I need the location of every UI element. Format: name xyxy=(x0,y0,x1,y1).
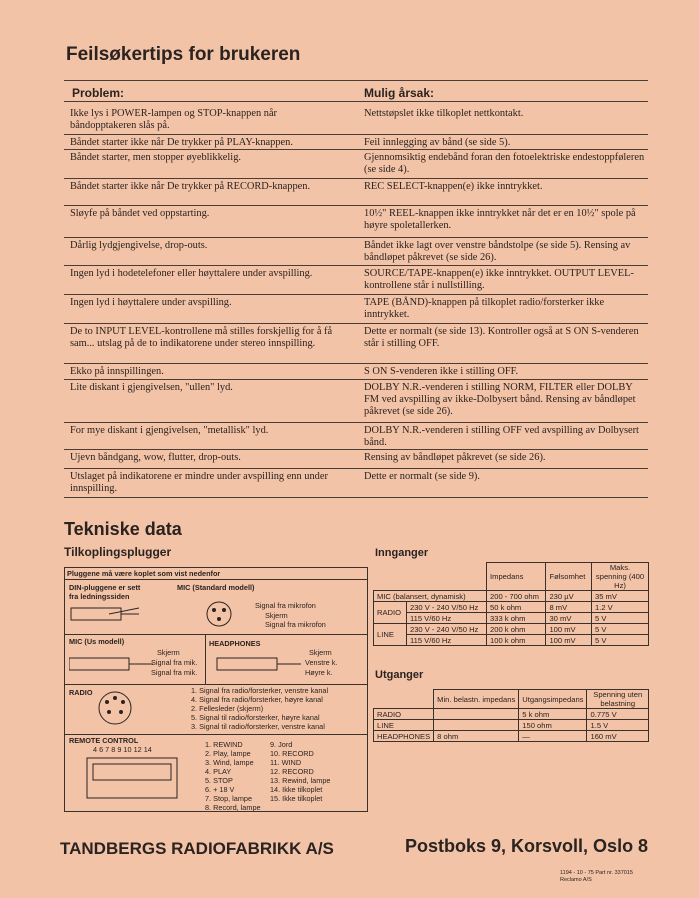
remote-pin: 14. Ikke tilkoplet xyxy=(270,785,323,794)
mic-signal-3: Signal fra mikrofon xyxy=(265,620,326,629)
cell: 150 ohm xyxy=(519,720,587,731)
problem-text: Dårlig lydgjengivelse, drop-outs. xyxy=(70,240,208,251)
cell: 230 V - 240 V/50 Hz xyxy=(406,624,486,635)
mic-us-label: MIC (Us modell) xyxy=(69,637,125,646)
radio-pin: 1. Signal fra radio/forsterker, venstre kanal xyxy=(191,686,329,695)
cell: 333 k ohm xyxy=(487,613,546,624)
cause-text: TAPE (BÅND)-knappen på tilkoplet radio/forsterker ikke inntrykket. xyxy=(364,297,605,320)
row-divider xyxy=(64,149,648,150)
cause-text: Rensing av båndløpet påkrevet (se side 26). xyxy=(364,452,546,463)
row-divider xyxy=(64,323,648,324)
remote-pin: 3. Wind, lampe xyxy=(205,758,254,767)
cell: 8 mV xyxy=(546,602,592,613)
plugs-box xyxy=(64,567,368,812)
remote-pin: 13. Rewind, lampe xyxy=(270,776,331,785)
row-divider xyxy=(64,178,648,179)
tech-title: Tekniske data xyxy=(64,519,182,539)
cell: MIC (balansert, dynamisk) xyxy=(374,591,487,602)
cause-text: Feil innlegging av bånd (se side 5). xyxy=(364,137,511,148)
input-header: Impedans xyxy=(487,563,546,591)
remote-pin: 6. + 18 V xyxy=(205,785,235,794)
cell: 50 k ohm xyxy=(487,602,546,613)
outputs-table xyxy=(373,689,649,742)
divider xyxy=(64,80,648,81)
problem-text: De to INPUT LEVEL-kontrollene må stilles forskjellig for å få sam... utslag på de to indikatorene under stereo innspilling. xyxy=(70,326,333,349)
input-header: Følsomhet xyxy=(546,563,592,591)
din-plug-drawing xyxy=(69,600,249,630)
cell: 5 V xyxy=(592,624,649,635)
footer xyxy=(560,870,633,884)
inputs-table xyxy=(373,562,649,646)
cell: 115 V/60 Hz xyxy=(406,635,486,646)
cause-text: REC SELECT-knappen(e) ikke inntrykket. xyxy=(364,181,543,192)
mic-std-label: MIC (Standard modell) xyxy=(177,583,255,592)
remote-numbers: 4 6 7 8 9 10 12 14 xyxy=(93,745,152,754)
row-divider xyxy=(64,134,648,135)
row-divider xyxy=(64,265,648,266)
cause-text: DOLBY N.R.-venderen i stilling NORM, FILTER eller DOLBY FM ved avspilling av ikke-Dolbysert bånd. Rensing av båndløpet påkrevet (se side 26). xyxy=(364,382,636,417)
problem-text: Ikke lys i POWER-lampen og STOP-knappen når båndopptakeren slås på. xyxy=(70,108,278,131)
cause-text: DOLBY N.R.-venderen i stilling OFF ved avspilling av Dolbysert bånd. xyxy=(364,425,639,448)
radio-din-drawing xyxy=(95,688,135,728)
remote-pin: 7. Stop, lampe xyxy=(205,794,253,803)
cell: 5 k ohm xyxy=(519,709,587,720)
cell: 8 ohm xyxy=(434,731,519,742)
cell xyxy=(434,709,519,720)
hp-signal-2: Venstre k. xyxy=(305,658,338,667)
remote-pin: 12. RECORD xyxy=(270,767,314,776)
remote-pin: 2. Play, lampe xyxy=(205,749,251,758)
cell: LINE xyxy=(374,720,434,731)
remote-pin: 11. WIND xyxy=(270,758,302,767)
cell: 100 mV xyxy=(546,635,592,646)
input-header: Maks. spenning (400 Hz) xyxy=(592,563,649,591)
table-row xyxy=(374,720,649,731)
problem-text: Lite diskant i gjengivelsen, "ullen" lyd. xyxy=(70,382,233,393)
inputs-title: Innganger xyxy=(375,547,429,559)
radio-label: RADIO xyxy=(69,688,93,697)
problem-header: Problem: xyxy=(72,86,125,100)
problem-text: Ingen lyd i hodetelefoner eller høyttalere under avspilling. xyxy=(70,268,313,279)
cause-text: S ON S-venderen ikke i stilling OFF. xyxy=(364,366,519,377)
remote-pin: 10. RECORD xyxy=(270,749,314,758)
row-divider xyxy=(64,294,648,295)
cause-text: 10½" REEL-knappen ikke inntrykket når det er en 10½" spole på høyre spoletallerken. xyxy=(364,208,636,231)
divider xyxy=(64,101,648,102)
cause-text: Båndet ikke lagt over venstre båndstolpe (se side 5). Rensing av båndløpet påkrevet (se side 26). xyxy=(364,240,631,263)
output-header: Spenning uten belastning xyxy=(587,690,649,709)
mic-us-signal-3: Signal fra mik. xyxy=(151,668,198,677)
din-label: DIN-pluggene er sett fra ledningssiden xyxy=(69,583,141,601)
output-header: Utgangsimpedans xyxy=(519,690,587,709)
cause-text: Dette er normalt (se side 9). xyxy=(364,471,480,482)
cell: 30 mV xyxy=(546,613,592,624)
remote-pin: 4. PLAY xyxy=(205,767,232,776)
cell: — xyxy=(519,731,587,742)
remote-pin: 8. Record, lampe xyxy=(205,803,261,812)
problem-text: Ekko på innspillingen. xyxy=(70,366,164,377)
row-divider xyxy=(64,449,648,450)
radio-pin: 2. Fellesleder (skjerm) xyxy=(191,704,264,713)
cell: 160 mV xyxy=(587,731,649,742)
cell: 100 mV xyxy=(546,624,592,635)
row-divider xyxy=(64,237,648,238)
cell: 100 k ohm xyxy=(487,635,546,646)
radio-pin: 3. Signal til radio/forsterker, venstre kanal xyxy=(191,722,325,731)
problem-text: Båndet starter ikke når De trykker på PLAY-knappen. xyxy=(70,137,293,148)
remote-connector-drawing xyxy=(79,754,189,806)
cell: 35 mV xyxy=(592,591,649,602)
footer-line: 1194 - 10 - 75 Part nr. 337015 xyxy=(560,870,633,876)
row-divider xyxy=(64,422,648,423)
company-address: Postboks 9, Korsvoll, Oslo 8 xyxy=(405,836,649,856)
cell: 230 V - 240 V/50 Hz xyxy=(406,602,486,613)
headphones-label: HEADPHONES xyxy=(209,639,261,648)
footer-line: Reclamo A/S xyxy=(560,877,592,883)
cause-header: Mulig årsak: xyxy=(364,86,435,100)
mic-us-signal-1: Skjerm xyxy=(157,648,180,657)
row-divider xyxy=(64,468,648,469)
cell: LINE xyxy=(374,624,407,646)
hp-signal-3: Høyre k. xyxy=(305,668,333,677)
row-divider xyxy=(64,497,648,498)
problem-text: For mye diskant i gjengivelsen, "metallisk" lyd. xyxy=(70,425,269,436)
remote-pin: 9. Jord xyxy=(270,740,293,749)
mic-us-signal-2: Signal fra mik. xyxy=(151,658,198,667)
cell: 5 V xyxy=(592,635,649,646)
cell: 5 V xyxy=(592,613,649,624)
cell: RADIO xyxy=(374,602,407,624)
problem-text: Ujevn båndgang, wow, flutter, drop-outs. xyxy=(70,452,241,463)
radio-pin: 4. Signal fra radio/forsterker, høyre kanal xyxy=(191,695,323,704)
cause-text: Nettstøpslet ikke tilkoplet nettkontakt. xyxy=(364,108,524,119)
company-name: TANDBERGS RADIOFABRIKK A/S xyxy=(60,839,334,858)
cell: 200 k ohm xyxy=(487,624,546,635)
cell: 1.2 V xyxy=(592,602,649,613)
cell: RADIO xyxy=(374,709,434,720)
radio-pin: 5. Signal til radio/forsterker, høyre kanal xyxy=(191,713,320,722)
table-row xyxy=(374,709,649,720)
cell: 1.5 V xyxy=(587,720,649,731)
remote-pin: 15. Ikke tilkoplet xyxy=(270,794,323,803)
row-divider xyxy=(64,205,648,206)
row-divider xyxy=(64,363,648,364)
problem-text: Utslaget på indikatorene er mindre under avspilling enn under innspilling. xyxy=(70,471,328,494)
outputs-title: Utganger xyxy=(375,669,424,681)
cell: 115 V/60 Hz xyxy=(406,613,486,624)
page-title: Feilsøkertips for brukeren xyxy=(66,44,301,65)
plugs-title: Tilkoplingsplugger xyxy=(64,545,172,559)
plugs-note: Pluggene må være koplet som vist nedenfor xyxy=(67,569,221,578)
cause-text: SOURCE/TAPE-knappen(e) ikke inntrykket. OUTPUT LEVEL-kontrollene står i nullstilling. xyxy=(364,268,634,291)
cause-text: Dette er normalt (se side 13). Kontroller også at S ON S-venderen står i stilling OFF. xyxy=(364,326,639,349)
problem-text: Båndet starter ikke når De trykker på RECORD-knappen. xyxy=(70,181,311,192)
problem-text: Ingen lyd i høyttalere under avspilling. xyxy=(70,297,232,308)
cause-text: Gjennomsiktig endebånd foran den fotoelektriske endestoppføleren (se side 4). xyxy=(364,152,645,175)
remote-pin: 5. STOP xyxy=(205,776,233,785)
problem-text: Båndet starter, men stopper øyeblikkelig. xyxy=(70,152,241,163)
hp-signal-1: Skjerm xyxy=(309,648,332,657)
cell: HEADPHONES xyxy=(374,731,434,742)
problem-text: Sløyfe på båndet ved oppstarting. xyxy=(70,208,210,219)
cell xyxy=(434,720,519,731)
output-header: Min. belastn. impedans xyxy=(434,690,519,709)
mic-signal-2: Skjerm xyxy=(265,611,288,620)
cell: 0.775 V xyxy=(587,709,649,720)
remote-label: REMOTE CONTROL xyxy=(69,736,139,745)
row-divider xyxy=(64,379,648,380)
table-row xyxy=(374,731,649,742)
cell: 230 µV xyxy=(546,591,592,602)
mic-signal-1: Signal fra mikrofon xyxy=(255,601,316,610)
remote-pin: 1. REWIND xyxy=(205,740,243,749)
cell: 200 - 700 ohm xyxy=(487,591,546,602)
